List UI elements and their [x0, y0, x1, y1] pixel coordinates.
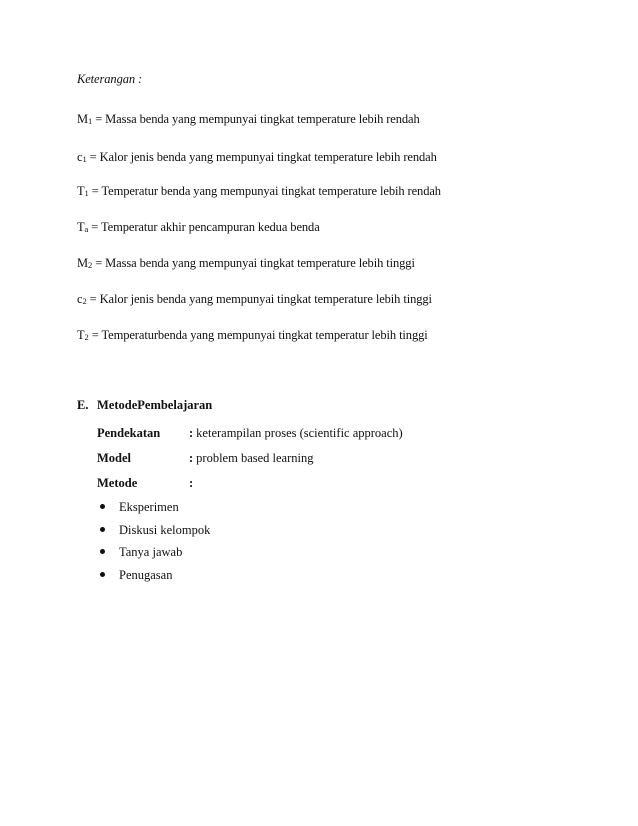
list-item	[97, 523, 210, 546]
definition-text: = Massa benda yang mempunyai tingkat temperature lebih rendah	[92, 112, 420, 126]
symbol-subscript: 1	[84, 188, 89, 198]
symbol-subscript: 2	[82, 296, 87, 306]
symbol: M	[77, 256, 89, 270]
definition-text: = Temperatur akhir pencampuran kedua benda	[88, 220, 320, 234]
symbol-subscript: 1	[82, 154, 87, 164]
definition-text: = Kalor jenis benda yang mempunyai tingkat temperature lebih tinggi	[86, 292, 432, 306]
symbol-subscript: 1	[88, 116, 93, 126]
definition-line-t2	[77, 328, 428, 343]
bullet-icon	[100, 504, 105, 509]
symbol: c	[77, 292, 83, 306]
methods-list	[97, 500, 210, 590]
bullet-icon	[100, 527, 105, 532]
list-item	[97, 545, 210, 568]
row-model	[97, 451, 314, 466]
list-item-text: Penugasan	[119, 567, 173, 582]
row-colon: :	[189, 426, 194, 440]
symbol: T	[77, 220, 85, 234]
definition-line-c1	[77, 150, 437, 165]
symbol-subscript: 2	[88, 260, 93, 270]
section-title-text: MetodePembelajaran	[97, 398, 213, 412]
section-title	[77, 398, 212, 413]
symbol: T	[77, 184, 85, 198]
definition-text: = Massa benda yang mempunyai tingkat temperature lebih tinggi	[92, 256, 415, 270]
definition-text: = Temperaturbenda yang mempunyai tingkat temperatur lebih tinggi	[88, 328, 428, 342]
row-key: Model	[97, 451, 132, 465]
row-colon: :	[189, 451, 194, 465]
list-item	[97, 568, 210, 591]
list-item-text: Eksperimen	[119, 500, 179, 514]
definition-text: = Temperatur benda yang mempunyai tingkat temperature lebih rendah	[88, 184, 441, 198]
symbol-subscript: 2	[84, 332, 89, 342]
row-value: problem based learning	[196, 451, 314, 465]
list-item	[97, 500, 210, 523]
keterangan-heading: Keterangan :	[77, 72, 143, 86]
definition-line-m2	[77, 256, 415, 271]
symbol: T	[77, 328, 85, 342]
definition-line-m1	[77, 112, 420, 127]
definition-text: = Kalor jenis benda yang mempunyai tingkat temperature lebih rendah	[86, 150, 437, 164]
row-key: Pendekatan	[97, 426, 161, 440]
symbol: c	[77, 150, 83, 164]
row-value: keterampilan proses (scientific approach)	[196, 426, 403, 440]
symbol: M	[77, 112, 89, 126]
bullet-icon	[100, 572, 105, 577]
definition-line-t1	[77, 184, 441, 199]
definition-line-c2	[77, 292, 432, 307]
bullet-icon	[100, 549, 105, 554]
row-key: Metode	[97, 476, 138, 490]
row-metode	[97, 476, 196, 491]
list-item-text: Tanya jawab	[119, 545, 183, 559]
section-letter: E.	[77, 398, 89, 412]
symbol-subscript: a	[84, 224, 89, 234]
definition-line-ta	[77, 220, 320, 235]
row-pendekatan	[97, 426, 403, 441]
list-item-text: Diskusi kelompok	[119, 522, 211, 537]
row-colon: :	[189, 476, 194, 490]
